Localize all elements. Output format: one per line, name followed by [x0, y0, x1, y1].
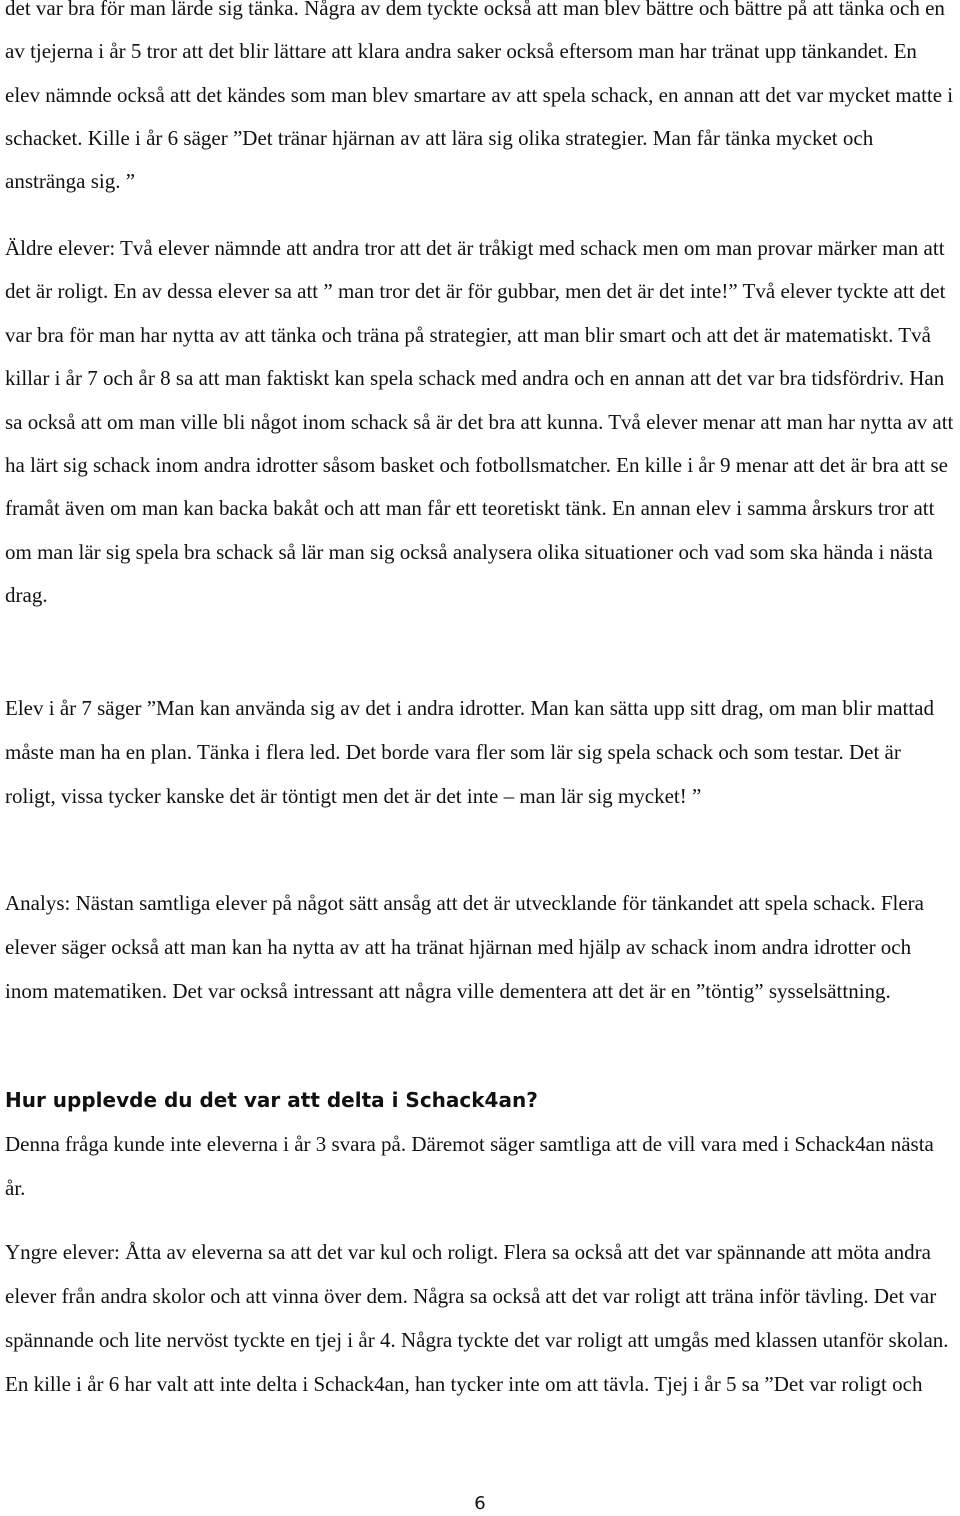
paragraph-opinions-younger: det var bra för man lärde sig tänka. Några av dem tyckte också att man blev bättre och bättre på att tänka och en av tjejerna i år 5 tror att det blir lättare att klara andra saker också eftersom man har tränat upp tänkandet. En elev nämnde också att det kändes som man blev smartare av att spela schack, en annan att det var mycket matte i schacket. Kille i år 6 säger ”Det tränar hjärnan av att lära sig olika strategier. Man får tänka mycket och anstränga sig. ”: [5, 0, 954, 194]
paragraph-year-3: Denna fråga kunde inte eleverna i år 3 svara på. Däremot säger samtliga att de vill vara med i Schack4an nästa år.: [5, 1132, 934, 1200]
paragraph-younger-experience: Yngre elever: Åtta av eleverna sa att det var kul och roligt. Flera sa också att det var spännande att möta andra elever från andra skolor och att vinna över dem. Några sa också att det var roligt att träna inför tävling. Det var spännande och lite nervöst tyckte en tjej i år 4. Några tyckte det var roligt att umgås med klassen utanför skolan. En kille i år 6 har valt att inte delta i Schack4an, han tycker inte om att tävla. Tjej i år 5 sa ”Det var roligt och: [5, 1240, 949, 1396]
paragraph-analysis: Analys: Nästan samtliga elever på något sätt ansåg att det är utvecklande för tänkandet att spela schack. Flera elever säger också att man kan ha nytta av att ha tränat hjärnan med hjälp av schack inom andra idrotter och inom matematiken. Det var också intressant att några ville dementera att det är en ”töntig” sysselsättning.: [5, 891, 924, 1003]
page-number: 6: [474, 1493, 486, 1514]
paragraph-quote-year-7: Elev i år 7 säger ”Man kan använda sig av det i andra idrotter. Man kan sätta upp sitt drag, om man blir mattad måste man ha en plan. Tänka i flera led. Det borde vara fler som lär sig spela schack och som testar. Det är roligt, vissa tycker kanske det är töntigt men det är det inte – man lär sig mycket! ”: [5, 696, 934, 808]
paragraph-older-students: Äldre elever: Två elever nämnde att andra tror att det är tråkigt med schack men om man provar märker man att det är roligt. En av dessa elever sa att ” man tror det är för gubbar, men det är det inte!” Två elever tyckte att det var bra för man har nytta av att tänka och träna på strategier, att man blir smart och att det är matematiskt. Två killar i år 7 och år 8 sa att man faktiskt kan spela schack med andra och en annan att det var bra tidsfördriv. Han sa också att om man ville bli något inom schack så är det bra att kunna. Två elever menar att man har nytta av att ha lärt sig schack inom andra idrotter såsom basket och fotbollsmatcher. En kille i år 9 menar att det är bra att se framåt även om man kan backa bakåt och att man får ett teoretiskt tänk. En annan elev i samma årskurs tror att om man lär sig spela bra schack så lär man sig också analysera olika situationer och vad som ska hända i nästa drag.: [5, 236, 954, 608]
section-heading: Hur upplevde du det var att delta i Schack4an?: [5, 1088, 538, 1112]
